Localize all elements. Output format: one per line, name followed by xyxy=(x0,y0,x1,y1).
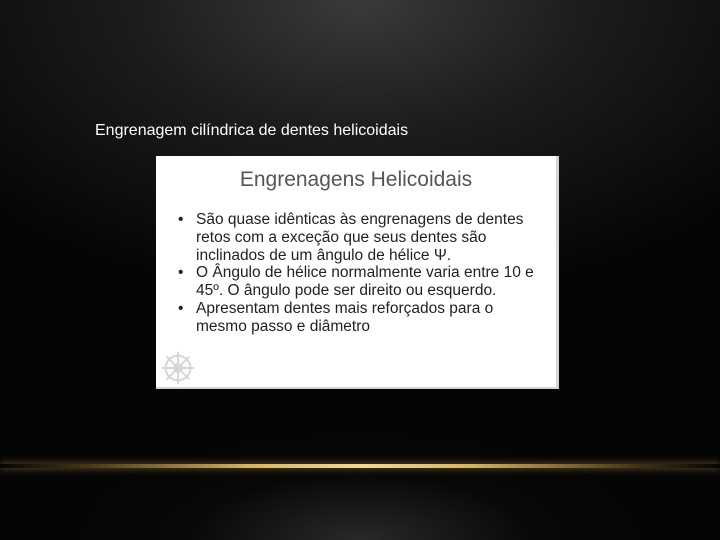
bullet-list xyxy=(175,211,545,336)
embedded-slide-title: Engrenagens Helicoidais xyxy=(239,168,473,191)
slide-caption: Engrenagem cilíndrica de dentes helicoidais xyxy=(95,122,409,139)
gold-divider-line xyxy=(0,464,720,468)
bullet-item: • São quase idênticas às engrenagens de dentes retos com a exceção que seus dentes são inclinados de um ângulo de hélice Ψ. xyxy=(175,211,545,264)
embedded-slide-image xyxy=(156,156,559,389)
bullet-item: • Apresentam dentes mais reforçados para o mesmo passo e diâmetro xyxy=(175,300,545,336)
gear-icon xyxy=(159,349,197,387)
bullet-item: • O Ângulo de hélice normalmente varia entre 10 e 45º. O ângulo pode ser direito ou esquerdo. xyxy=(175,264,545,300)
